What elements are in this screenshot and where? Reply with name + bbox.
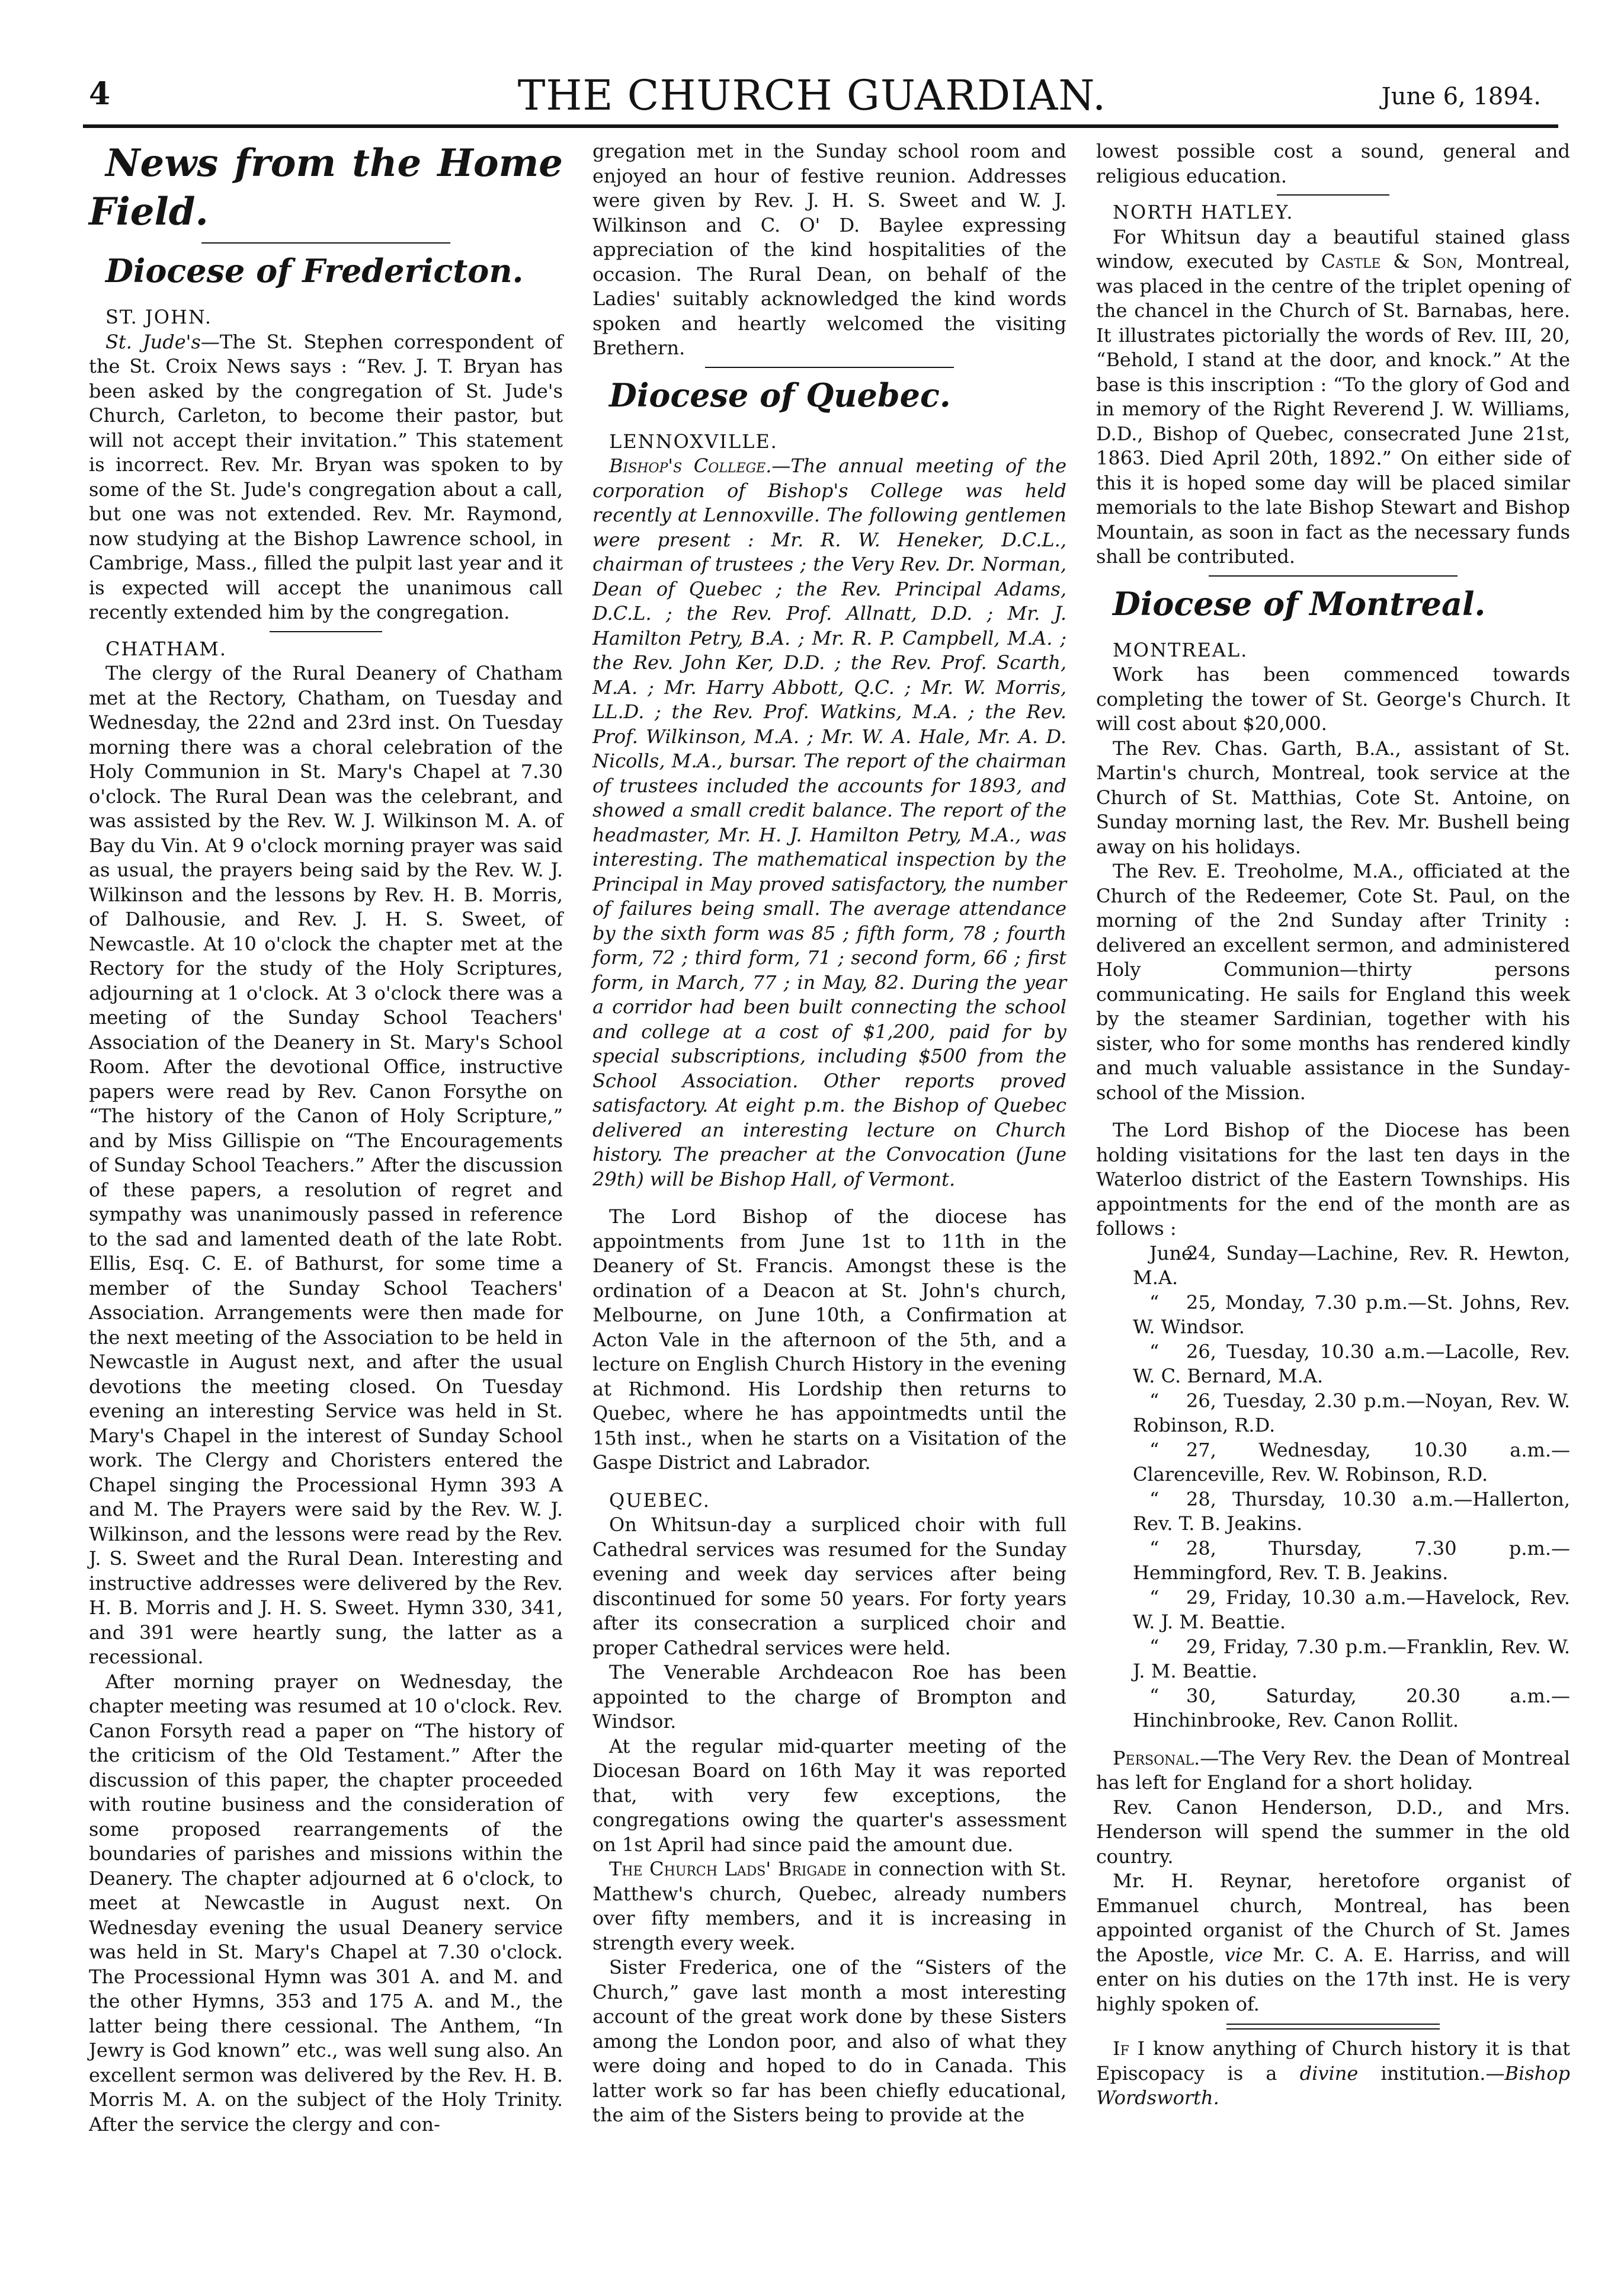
article-quebec-continued: lowest possible cost a sound, general and religious education. xyxy=(1096,140,1570,187)
appointments-list xyxy=(1096,1241,1570,1733)
list-item: “ 27, Wednesday, 10.30 a.m.—Clarenceville, Rev. W. Robinson, R.D. xyxy=(1133,1438,1570,1486)
article-montreal-p3: The Rev. E. Treoholme, M.A., officiated at the Church of the Redeemer, Cote St. Paul, on the morning of the 2nd Sunday after Trinity : delivered an excellent sermon, and administered Holy Communion—thirty persons communicating. He sails for England this week by the steamer Sardinian, together with his sister, who for some months has rendered kindly and much valuable assistance in the Sunday-school of the Mission. xyxy=(1096,860,1570,1104)
place-heading-chatham: CHATHAM. xyxy=(105,637,228,660)
article-quebec-p1: On Whitsun-day a surpliced choir with full Cathedral services was resumed for the Sunday evening and week day services after being discontinued for some 50 years. For forty years after its consecration a surpliced choir and proper Cathedral services were held. xyxy=(592,1513,1066,1659)
issue-date: June 6, 1894. xyxy=(1381,83,1541,110)
diocese-heading-montreal: Diocese of Montreal. xyxy=(1113,584,1486,623)
divider xyxy=(270,631,382,632)
article-quebec-p2: The Venerable Archdeacon Roe has been appointed to the charge of Brompton and Windsor. xyxy=(592,1661,1066,1733)
article-bishop-appointments: The Lord Bishop of the diocese has appointments from June 1st to 11th in the Deanery of St. Francis. Amongst these is the ordination of a Deacon at St. John's church, Melbourne, on June 10th, a Confirmation at Acton Vale in the afternoon of the 5th, and a lecture on English Church History in the evening at Richmond. His Lordship then returns to Quebec, where he has appointmedts until the 15th inst., when he starts on a Visitation of the Gaspe District and Labrador. xyxy=(592,1205,1066,1474)
header-rule xyxy=(83,124,1558,128)
article-henderson: Rev. Canon Henderson, D.D., and Mrs. Henderson will spend the summer in the old country. xyxy=(1096,1795,1570,1868)
newspaper-title: THE CHURCH GUARDIAN. xyxy=(517,71,1107,120)
article-text: —The St. Stephen correspondent of the St. Croix News says : “Rev. J. T. Bryan has been asked by the congregation of St. Jude's Church, Carleton, to become their pastor, but will not accept their invitation.” This statement is incorrect. Rev. Mr. Bryan was spoken to by some of the St. Jude's congregation about a call, but one was not extended. Rev. Mr. Raymond, now studying at the Bishop Lawrence school, in Cambrige, Mass., filled the pulpit last year and it is expected will accept the unanimous call recently extended him by the congregation. xyxy=(89,330,563,623)
firm-name: Castle & Son xyxy=(1321,250,1458,273)
divider xyxy=(705,367,954,368)
divider xyxy=(201,242,450,244)
article-quebec-p5: Sister Frederica, one of the “Sisters of the Church,” gave last month a most interesting account of the great work done by these Sisters among the London poor, and also of what they were doing and hoped to do in Canada. This latter work so far has been chiefly educational, the aim of the Sisters being to provide at the xyxy=(592,1956,1066,2126)
article-bishops-college xyxy=(592,454,1066,1192)
page-number: 4 xyxy=(89,76,111,112)
article-reynar: Mr. H. Reynar, heretofore organist of Emmanuel church, Montreal, has been appointed organist of the Church of St. James the Apostle, vice Mr. C. A. E. Harriss, and will enter on his duties on the 17th inst. He is very highly spoken of. xyxy=(1096,1870,1571,2015)
column-2 xyxy=(592,139,1066,2128)
list-item: June24, Sunday—Lachine, Rev. R. Hewton, M.A. xyxy=(1133,1241,1570,1289)
column-1 xyxy=(89,139,563,2137)
quote-attribution: Bishop Wordsworth. xyxy=(1096,2061,1570,2109)
diocese-heading-fredericton: Diocese of Fredericton. xyxy=(105,252,524,290)
article-quebec-p4 xyxy=(592,1857,1066,1955)
article-montreal-p2: The Rev. Chas. Garth, B.A., assistant of St. Martin's church, Montreal, took service at the Church of St. Matthias, Cote St. Antoine, on Sunday morning last, the Rev. Mr. Bushell being away on his holidays. xyxy=(1096,737,1570,858)
article-montreal-p4: The Lord Bishop of the Diocese has been holding visitations for the last ten days in the Waterloo district of the Eastern Townships. His appointments for the end of the month are as follows : xyxy=(1096,1119,1570,1240)
article-st-john xyxy=(89,330,563,625)
article-quebec-p3: At the regular mid-quarter meeting of the Diocesan Board on 16th May it was reported that, with very few exceptions, the congregations owing the quarter's assessment on 1st April had since paid the amount due. xyxy=(592,1734,1066,1856)
section-title: News from the Home Field. xyxy=(89,141,563,234)
list-item: “ 28, Thursday, 10.30 a.m.—Hallerton, Rev. T. B. Jeakins. xyxy=(1133,1487,1570,1535)
article-montreal-p1: Work has been commenced towards completing the tower of St. George's Church. It will cost about $20,000. xyxy=(1096,663,1570,735)
divider xyxy=(1277,194,1389,196)
place-heading-lennoxville: LENNOXVILLE. xyxy=(609,430,778,453)
article-lead: Personal. xyxy=(1113,1746,1200,1769)
double-divider xyxy=(1226,2024,1440,2029)
list-item: “ 30, Saturday, 20.30 a.m.—Hinchinbrooke, Rev. Canon Rollit. xyxy=(1133,1684,1570,1731)
article-lead: The Church Lads' Brigade xyxy=(609,1858,847,1880)
closing-quote: If I know anything of Church history it is that Episcopacy is a divine institution.—Bishop Wordsworth. xyxy=(1096,2037,1570,2109)
masthead xyxy=(0,71,1624,130)
place-heading-st-john: ST. JOHN. xyxy=(105,306,212,328)
diocese-heading-quebec: Diocese of Quebec. xyxy=(609,376,951,414)
list-item: “ 28, Thursday, 7.30 p.m.—Hemmingford, Rev. T. B. Jeakins. xyxy=(1133,1536,1570,1584)
article-chatham-continued: gregation met in the Sunday school room and enjoyed an hour of festive reunion. Addresses were given by Rev. J. H. S. Sweet and W. J. Wilkinson and C. O' D. Baylee expressing appreciation of the kind hospitalities of the occasion. The Rural Dean, on behalf of the Ladies' suitably acknowledged the kind words spoken and heartly welcomed the visiting Brethern. xyxy=(592,140,1066,359)
list-item: “ 25, Monday, 7.30 p.m.—St. Johns, Rev. W. Windsor. xyxy=(1133,1291,1570,1338)
divider xyxy=(1209,575,1458,577)
place-heading-north-hatley: NORTH HATLEY. xyxy=(1113,201,1294,223)
list-item: “ 29, Friday, 7.30 p.m.—Franklin, Rev. W. J. M. Beattie. xyxy=(1133,1635,1570,1682)
list-item: “ 26, Tuesday, 10.30 a.m.—Lacolle, Rev. W. C. Bernard, M.A. xyxy=(1133,1340,1570,1387)
article-text: —The annual meeting of the corporation of Bishop's College was held recently at Lennoxville. The following gentlemen were present : Mr. R. W. Heneker, D.C.L., chairman of trustees ; the Very Rev. Dr. Norman, Dean of Quebec ; the Rev. Principal Adams, D.C.L. ; the Rev. Prof. Allnatt, D.D. ; Mr. J. Hamilton Petry, B.A. ; Mr. R. P. Campbell, M.A. ; the Rev. John Ker, D.D. ; the Rev. Prof. Scarth, M.A. ; Mr. Harry Abbott, Q.C. ; Mr. W. Morris, LL.D. ; the Rev. Prof. Watkins, M.A. ; the Rev. Prof. Wilkinson, M.A. ; Mr. W. A. Hale, Mr. A. D. Nicolls, M.A., bursar. The report of the chairman of trustees included the accounts for 1893, and showed a small credit balance. The report of the headmaster, Mr. H. J. Hamilton Petry, M.A., was interesting. The mathematical inspection by the Principal in May proved satisfactory, the number of failures being small. The average attendance by the sixth form was 85 ; fifth form, 78 ; fourth form, 72 ; third form, 71 ; second form, 66 ; first form, in March, 77 ; in May, 82. During the year a corridor had been built connecting the school and college at a cost of $1,200, paid for by special subscriptions, including $500 from the School Association. Other reports proved satisfactory. At eight p.m. the Bishop of Quebec delivered an interesting lecture on Church history. The preacher at the Convocation (June 29th) will be Bishop Hall, of Vermont. xyxy=(592,454,1067,1190)
column-3 xyxy=(1096,139,1570,2111)
article-personal: Personal.—The Very Rev. the Dean of Montreal has left for England for a short holiday. xyxy=(1096,1746,1570,1794)
place-heading-quebec: QUEBEC. xyxy=(609,1488,710,1512)
article-chatham-p2: After morning prayer on Wednesday, the chapter meeting was resumed at 10 o'clock. Rev. Canon Forsyth read a paper on “The history of the criticism of the Old Testament.” After the discussion of this paper, the chapter proceeded with routine business and the consideration of some proposed rearrangements of the boundaries of parishes and missions within the Deanery. The chapter adjourned at 6 o'clock, to meet at Newcastle in August next. On Wednesday evening the usual Deanery service was held in St. Mary's Chapel at 7.30 o'clock. The Processional Hymn was 301 A. and M. and the other Hymns, 353 and 175 A. and M., the latter being there cessional. The Anthem, “In Jewry is God known” etc., was well sung also. An excellent sermon was delivered by the Rev. H. B. Morris M. A. on the subject of the Holy Trinity. After the service the clergy and con- xyxy=(89,1670,563,2136)
article-lead: Bishop's College. xyxy=(609,454,772,477)
article-north-hatley: For Whitsun day a beautiful stained glass window, executed by Castle & Son, Montreal, was placed in the centre of the triplet opening of the chancel in the Church of St. Barnabas, here. It illustrates pictorially the words of Rev. III, 20, “Behold, I stand at the door, and knock.” At the base is this inscription : “To the glory of God and in memory of the Right Reverend J. W. Williams, D.D., Bishop of Quebec, consecrated June 21st, 1863. Died April 20th, 1892.” On either side of this it is hoped some day will be placed similar memorials to the late Bishop Stewart and Bishop Mountain, as soon in fact as the necessary funds shall be contributed. xyxy=(1096,225,1571,568)
article-text: in connection with St. Matthew's church, Quebec, already numbers over fifty members, and it is increasing in strength every week. xyxy=(592,1858,1066,1954)
article-lead: St. Jude's xyxy=(105,330,201,353)
article-chatham-p1: The clergy of the Rural Deanery of Chatham met at the Rectory, Chatham, on Tuesday and Wednesday, the 22nd and 23rd inst. On Tuesday morning there was a choral celebration of the Holy Communion in St. Mary's Chapel at 7.30 o'clock. The Rural Dean was the celebrant, and was assisted by the Rev. W. J. Wilkinson M. A. of Bay du Vin. At 9 o'clock morning prayer was said as usual, the prayers being said by the Rev. W. J. Wilkinson and the lessons by Rev. H. B. Morris, of Dalhousie, and Rev. J. H. S. Sweet, of Newcastle. At 10 o'clock the chapter met at the Rectory for the study of the Holy Scriptures, adjourning at 1 o'clock. At 3 o'clock there was a meeting of the Sunday School Teachers' Association of the Deanery in St. Mary's School Room. After the devotional Office, instructive papers were read by Rev. Canon Forsythe on “The history of the Canon of Holy Scripture,” and by Miss Gillispie on “The Encouragements of Sunday School Teachers.” After the discussion of these papers, a resolution of regret and sympathy was unanimously passed in reference to the sad and lamented death of the late Robt. Ellis, Esq. C. E. of Bathurst, for some time a member of the Sunday School Teachers' Association. Arrangements were then made for the next meeting of the Association to be held in Newcastle in August next, and after the usual devotions the meeting closed. On Tuesday evening an interesting Service was held in St. Mary's Chapel in the interest of Sunday School work. The Clergy and Choristers entered the Chapel singing the Processional Hymn 393 A and M. The Prayers were said by the Rev. W. J. Wilkinson, and the lessons were read by the Rev. J. S. Sweet and the Rural Dean. Interesting and instructive addresses were delivered by the Rev. H. B. Morris and J. H. S. Sweet. Hymn 330, 341, and 391 were heartly sung, the latter as a recessional. xyxy=(89,662,563,1668)
list-item: “ 26, Tuesday, 2.30 p.m.—Noyan, Rev. W. Robinson, R.D. xyxy=(1133,1389,1570,1436)
list-item: “ 29, Friday, 10.30 a.m.—Havelock, Rev. W. J. M. Beattie. xyxy=(1133,1586,1570,1633)
place-heading-montreal: MONTREAL. xyxy=(1113,638,1248,661)
